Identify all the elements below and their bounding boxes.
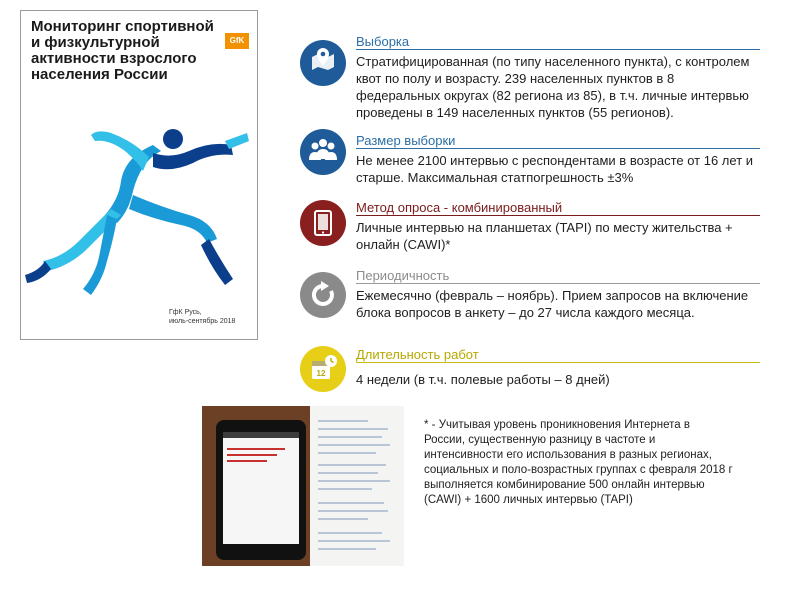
tablet-screen bbox=[223, 432, 299, 544]
section-periodicity bbox=[300, 268, 770, 340]
map-pin-icon bbox=[300, 40, 346, 86]
cover-publisher bbox=[169, 308, 235, 326]
section-divider bbox=[356, 283, 760, 284]
tablet-icon bbox=[300, 200, 346, 246]
section-title: Размер выборки bbox=[356, 133, 456, 148]
section-body: Личные интервью на планшетах (TAPI) по месту жительства + онлайн (CAWI)* bbox=[356, 220, 733, 252]
publisher-name: ГфК Русь, bbox=[169, 309, 202, 316]
calendar-clock-icon bbox=[300, 346, 346, 392]
section-body: Ежемесячно (февраль – ноябрь). Прием запросов на включение блока вопросов в анкету – до 27 числа каждого месяца. bbox=[356, 288, 749, 320]
tablet-device bbox=[216, 420, 306, 560]
section-duration bbox=[300, 347, 770, 393]
publisher-period: июль-сентябрь 2018 bbox=[169, 318, 236, 325]
section-title: Выборка bbox=[356, 34, 410, 49]
cover-title: Мониторинг спортивной и физкультурной активности взрослого населения России bbox=[31, 18, 214, 83]
footnote: * - Учитывая уровень проникновения Интернета в России, существенную разницу в частоте и интенсивности его использования в разных регионах, социальных и поло-возрастных группах с февраля 2018 г выполняется комбинирование 500 онлайн интервью (CAWI) + 1600 личных интервью (TAPI) bbox=[424, 419, 733, 506]
section-sample bbox=[300, 34, 770, 122]
refresh-icon bbox=[300, 272, 346, 318]
report-cover bbox=[20, 10, 258, 340]
svg-text:12: 12 bbox=[316, 369, 326, 378]
section-body: Стратифицированная (по типу населенного пункта), с контролем квот по полу и возрасту. 239 населенных пунктов в 8 федеральных округах (82 региона из 85), в т.ч. личные интервью проведены в 149 населенных пунктов (55 регионов). bbox=[356, 54, 750, 120]
gfk-logo: GfK bbox=[225, 33, 249, 49]
section-sample-size bbox=[300, 133, 770, 189]
section-divider bbox=[356, 215, 760, 216]
section-title: Метод опроса - комбинированный bbox=[356, 200, 563, 215]
section-divider bbox=[356, 362, 760, 363]
section-divider bbox=[356, 49, 760, 50]
section-title: Периодичность bbox=[356, 268, 450, 283]
tablet-photo bbox=[202, 406, 404, 566]
section-title: Длительность работ bbox=[356, 347, 479, 362]
people-group-icon bbox=[300, 129, 346, 175]
section-divider bbox=[356, 148, 760, 149]
questionnaire-paper bbox=[310, 406, 404, 566]
section-survey-method bbox=[300, 200, 770, 256]
section-body: Не менее 2100 интервью с респондентами в возрасте от 16 лет и старше. Максимальная статпогрешность ±3% bbox=[356, 153, 754, 185]
section-body: 4 недели (в т.ч. полевые работы – 8 дней) bbox=[356, 372, 610, 387]
runner-illustration bbox=[21, 111, 257, 311]
